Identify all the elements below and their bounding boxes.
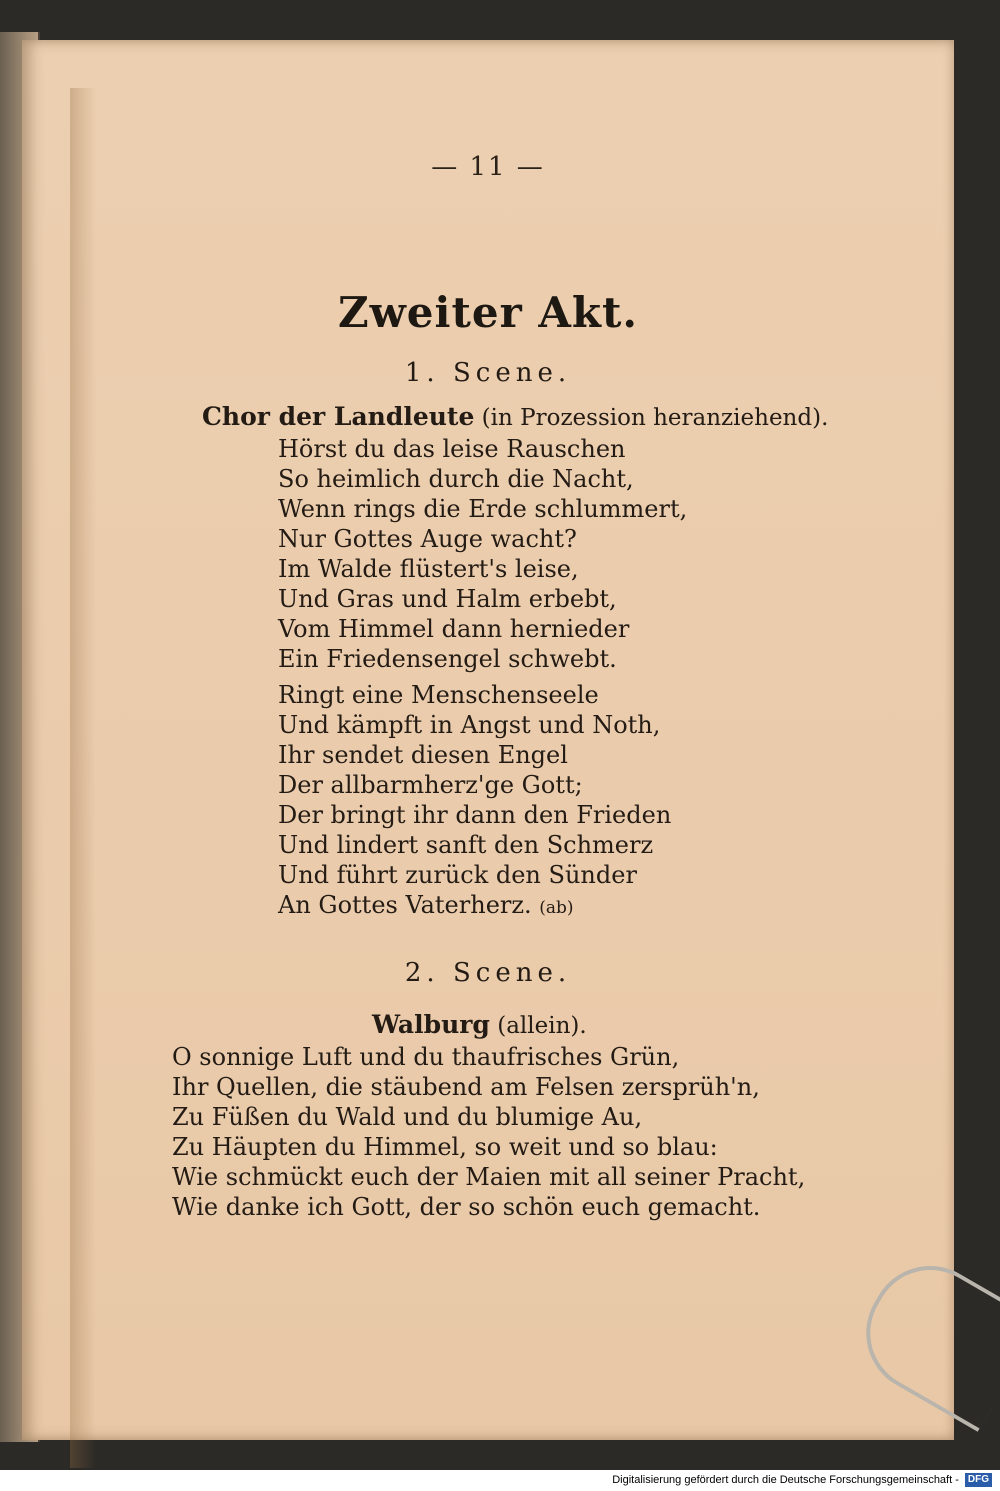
verse-line: Wie schmückt euch der Maien mit all seiner Pracht,: [172, 1163, 806, 1191]
page-number: — 11 —: [431, 152, 545, 182]
verse-line: Wenn rings die Erde schlummert,: [278, 495, 688, 523]
verse-line: [278, 890, 671, 923]
verse-line: Und lindert sanft den Schmerz: [278, 831, 654, 859]
scene-1-speaker: Chor der Landleute: [202, 402, 475, 431]
verse-line: Ihr Quellen, die stäubend am Felsen zersprüh'n,: [172, 1073, 760, 1101]
verse-line: Und kämpft in Angst und Noth,: [278, 711, 661, 739]
exit-note: (ab): [539, 898, 574, 918]
scene-2-speaker-line: [372, 1010, 587, 1039]
verse-line: Und Gras und Halm erbebt,: [278, 585, 617, 613]
verse-line-text: An Gottes Vaterherz.: [278, 891, 532, 919]
scene-1-speaker-line: [202, 402, 828, 431]
verse-line: Nur Gottes Auge wacht?: [278, 525, 577, 553]
scene-1-heading: 1. Scene.: [404, 358, 572, 388]
verse-line: Ihr sendet diesen Engel: [278, 741, 568, 769]
verse-line: O sonnige Luft und du thaufrisches Grün,: [172, 1043, 680, 1071]
scene-2-verse: [172, 1042, 805, 1222]
scene-2-direction: (allein).: [497, 1013, 587, 1039]
verse-line: Zu Häupten du Himmel, so weit und so blau:: [172, 1133, 718, 1161]
verse-line: Wie danke ich Gott, der so schön euch gemacht.: [172, 1193, 761, 1221]
act-title: Zweiter Akt.: [337, 288, 639, 337]
verse-line: Und führt zurück den Sünder: [278, 861, 637, 889]
verse-line: Vom Himmel dann hernieder: [278, 615, 630, 643]
verse-line: Ringt eine Menschenseele: [278, 681, 599, 709]
digitization-footer: [0, 1470, 1000, 1491]
dfg-logo: DFG: [965, 1473, 992, 1487]
scene-1-stanza-2: [278, 680, 671, 923]
verse-line: Ein Friedensengel schwebt.: [278, 645, 617, 673]
verse-line: So heimlich durch die Nacht,: [278, 465, 634, 493]
verse-line: Hörst du das leise Rauschen: [278, 435, 626, 463]
verse-line: Zu Füßen du Wald und du blumige Au,: [172, 1103, 643, 1131]
scene-2-speaker: Walburg: [372, 1010, 490, 1039]
scene-1-direction: (in Prozession heranziehend).: [481, 405, 829, 431]
book-page: [22, 40, 954, 1440]
verse-line: Im Walde flüstert's leise,: [278, 555, 579, 583]
scene-2-heading: 2. Scene.: [404, 958, 572, 988]
footer-credit: Digitalisierung gefördert durch die Deutsche Forschungsgemeinschaft -: [612, 1474, 959, 1486]
verse-line: Der bringt ihr dann den Frieden: [278, 801, 672, 829]
scene-1-stanza-1: [278, 434, 687, 674]
verse-line: Der allbarmherz'ge Gott;: [278, 771, 583, 799]
